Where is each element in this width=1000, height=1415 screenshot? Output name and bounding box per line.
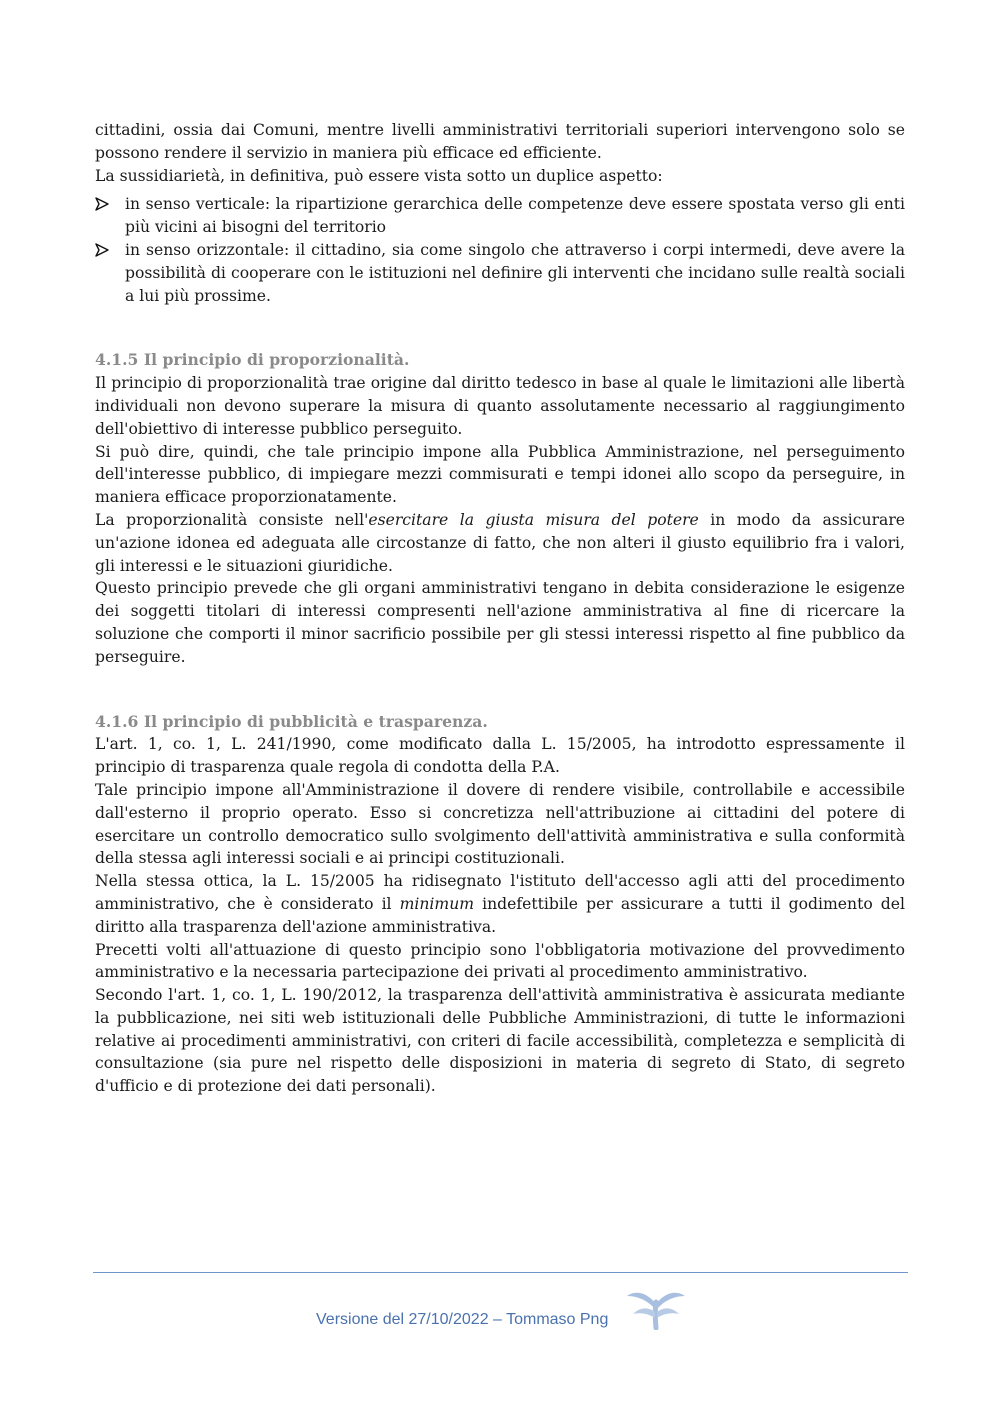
- paragraph: L'art. 1, co. 1, L. 241/1990, come modificato dalla L. 15/2005, ha introdotto espressamente il principio di trasparenza quale regola di condotta della P.A.: [95, 735, 905, 777]
- list-item-text: in senso orizzontale: il cittadino, sia come singolo che attraverso i corpi intermedi, deve avere la possibilità di cooperare con le istituzioni nel definire gli interventi che incidano sulle realtà sociali a lui più prossime.: [125, 240, 905, 305]
- intro-paragraph-2: La sussidiarietà, in definitiva, può essere vista sotto un duplice aspetto:: [95, 166, 663, 185]
- paragraph: Si può dire, quindi, che tale principio impone alla Pubblica Amministrazione, nel perseguimento dell'interesse pubblico, di impiegare mezzi commisurati e tempi idonei allo scopo da perseguire, in maniera efficace proporzionatamente.: [95, 442, 905, 507]
- subsidiarity-list: [95, 193, 905, 307]
- emphasis: esercitare la giusta misura del potere: [368, 510, 699, 529]
- intro-paragraph-1: cittadini, ossia dai Comuni, mentre livelli amministrativi territoriali superiori intervengono solo se possono rendere il servizio in maniera più efficace ed efficiente.: [95, 121, 905, 162]
- footer-divider: [93, 1272, 908, 1273]
- paragraph: Tale principio impone all'Amministrazione il dovere di rendere visibile, controllabile e accessibile dall'esterno il proprio operato. Esso si concretizza nell'attribuzione ai cittadini del potere di esercitare un controllo democratico sullo svolgimento dell'attività amministrativa e sulla conformità della stessa agli interessi sociali e ai principi costituzionali.: [95, 780, 905, 868]
- section-heading-4-1-5: 4.1.5 Il principio di proporzionalità.: [95, 350, 410, 370]
- paragraph: Secondo l'art. 1, co. 1, L. 190/2012, la trasparenza dell'attività amministrativa è assicurata mediante la pubblicazione, nei siti web istituzionali delle Pubbliche Amministrazioni, di tutte le informazioni relative ai procedimenti amministrativi, con criteri di facile accessibilità, completezza e semplicità di consultazione (sia pure nel rispetto delle disposizioni in materia di segreto di Stato, di segreto d'ufficio e di protezione dei dati personali).: [95, 986, 905, 1096]
- list-item: [95, 239, 905, 307]
- arrowhead-bullet-icon: [95, 243, 109, 257]
- list-item: [95, 193, 905, 239]
- paragraph: Il principio di proporzionalità trae origine dal diritto tedesco in base al quale le limitazioni alle libertà individuali non devono superare la misura di quanto assolutamente necessario al raggiungimento dell'obiettivo di interesse pubblico perseguito.: [95, 374, 905, 438]
- paragraph: Nella stessa ottica, la L. 15/2005 ha ridisegnato l'istituto dell'accesso agli atti del procedimento amministrativo, che è considerato il minimum indefettibile per assicurare a tutti il godimento del diritto alla trasparenza dell'azione amministrativa.: [95, 872, 905, 936]
- emphasis: minimum: [399, 894, 475, 913]
- arrowhead-bullet-icon: [95, 197, 109, 211]
- paragraph: Questo principio prevede che gli organi amministrativi tengano in debita considerazione le esigenze dei soggetti titolari di interessi compresenti nell'azione amministrativa al fine di ricercare la soluzione che comporti il minor sacrificio possibile per gli stessi interessi rispetto al fine pubblico da perseguire.: [95, 579, 905, 666]
- list-item-text: in senso verticale: la ripartizione gerarchica delle competenze deve essere spostata verso gli enti più vicini ai bisogni del territorio: [125, 195, 905, 237]
- footer-version-text: Versione del 27/10/2022 – Tommaso Png: [316, 1311, 609, 1328]
- section-heading-4-1-6: 4.1.6 Il principio di pubblicità e trasparenza.: [95, 711, 488, 731]
- paragraph: Precetti volti all'attuazione di questo principio sono l'obbligatoria motivazione del provvedimento amministrativo e la necessaria partecipazione dei privati al procedimento amministrativo.: [95, 940, 905, 982]
- stylized-plant-logo-icon: [625, 1288, 687, 1330]
- page-content: [95, 119, 905, 1098]
- paragraph: La proporzionalità consiste nell'esercitare la giusta misura del potere in modo da assicurare un'azione idonea ed adeguata alle circostanze di fatto, che non alteri il giusto equilibrio fra i valori, gli interessi e le situazioni giuridiche.: [95, 510, 906, 575]
